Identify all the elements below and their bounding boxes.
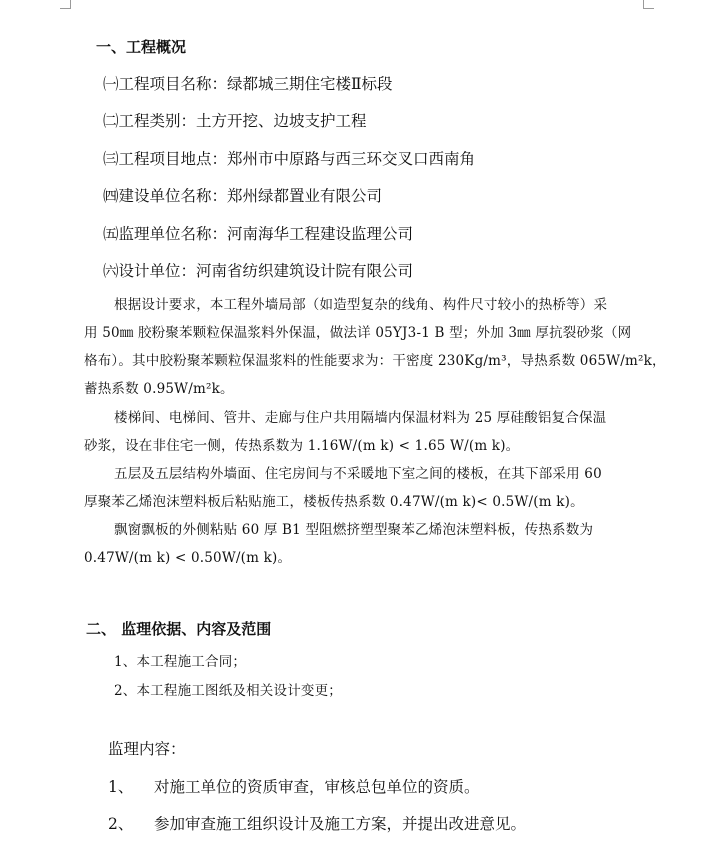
construction-unit-item: ㈣建设单位名称：郑州绿都置业有限公司	[103, 187, 383, 205]
paragraph-1-line-1: 根据设计要求，本工程外墙局部（如造型复杂的线角、构件尺寸较小的热桥等）采	[114, 297, 608, 313]
project-name-item: ㈠工程项目名称：绿都城三期住宅楼Ⅱ标段	[103, 75, 393, 93]
page-corner-mark-left	[60, 0, 71, 9]
content-item-2-text: 参加审查施工组织设计及施工方案，并提出改进意见。	[154, 815, 527, 833]
paragraph-2-line-2: 砂浆，设在非住宅一侧，传热系数为 1.16W/(m k) < 1.65 W/(m k)。	[84, 438, 520, 454]
page-corner-mark-right	[643, 0, 654, 9]
section-2-heading: 二、 监理依据、内容及范围	[86, 620, 272, 638]
content-item-1-text: 对施工单位的资质审查，审核总包单位的资质。	[154, 778, 480, 796]
paragraph-4-line-2: 0.47W/(m k) < 0.50W/(m k)。	[84, 550, 292, 566]
paragraph-3-line-1: 五层及五层结构外墙面、住宅房间与不采暖地下室之间的楼板，在其下部采用 60	[114, 466, 602, 482]
project-category-item: ㈡工程类别：土方开挖、边坡支护工程	[103, 112, 367, 130]
paragraph-2-line-1: 楼梯间、电梯间、管井、走廊与住户共用隔墙内保温材料为 25 厚硅酸铝复合保温	[114, 410, 607, 426]
content-item-1-number: 1、	[108, 778, 134, 796]
basis-item-2: 2、本工程施工图纸及相关设计变更；	[114, 683, 342, 699]
project-location-item: ㈢工程项目地点：郑州市中原路与西三环交叉口西南角	[103, 150, 476, 168]
basis-item-1: 1、本工程施工合同；	[114, 654, 247, 670]
section-1-heading: 一、工程概况	[96, 38, 187, 56]
supervision-content-label: 监理内容：	[108, 740, 186, 758]
design-unit-item: ㈥设计单位：河南省纺织建筑设计院有限公司	[103, 262, 414, 280]
supervision-unit-item: ㈤监理单位名称：河南海华工程建设监理公司	[103, 225, 414, 243]
paragraph-1-line-3: 格布）。其中胶粉聚苯颗粒保温浆料的性能要求为：干密度 230Kg/m³，导热系数 065W/m²k，	[84, 353, 666, 369]
content-item-2-number: 2、	[108, 815, 134, 833]
paragraph-1-line-4: 蓄热系数 0.95W/m²k。	[84, 381, 234, 397]
paragraph-1-line-2: 用 50㎜ 胶粉聚苯颗粒保温浆料外保温，做法详 05YJ3-1 B 型；外加 3㎜ 厚抗裂砂浆（网	[84, 325, 632, 341]
paragraph-3-line-2: 厚聚苯乙烯泡沫塑料板后粘贴施工，楼板传热系数 0.47W/(m k)< 0.5W/(m k)。	[84, 494, 584, 510]
paragraph-4-line-1: 飘窗飘板的外侧粘贴 60 厚 B1 型阻燃挤塑型聚苯乙烯泡沫塑料板，传热系数为	[114, 522, 594, 538]
